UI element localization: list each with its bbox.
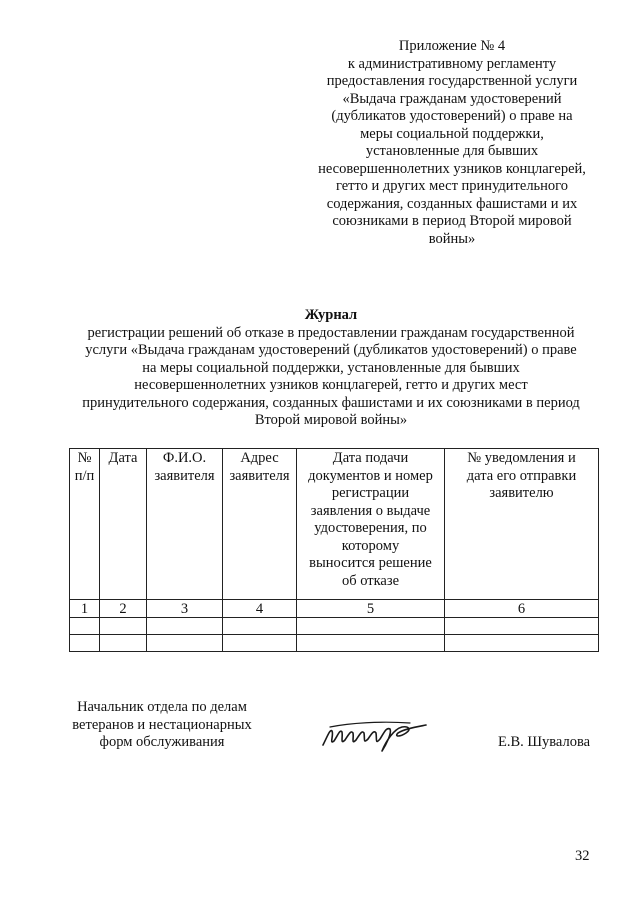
- annex-line: войны»: [428, 230, 476, 247]
- position-line: форм обслуживания: [99, 734, 225, 750]
- annex-line: союзниками в период Второй мировой: [332, 213, 572, 229]
- table-cell: [297, 618, 445, 635]
- signatory-name: Е.В. Шувалова: [498, 734, 591, 750]
- annex-line: гетто и других мест принудительного: [335, 178, 569, 194]
- table-cell: [70, 635, 100, 652]
- header-line: документов и номер: [308, 467, 433, 484]
- annex-line: Приложение № 4: [398, 38, 506, 54]
- header-line: № уведомления и: [467, 450, 576, 466]
- table-cell: [147, 635, 223, 652]
- annex-line: меры социальной поддержки,: [360, 125, 544, 142]
- journal-title: Журнал: [304, 307, 358, 323]
- header-col-applicant-address: [223, 449, 297, 600]
- column-number-cell: 3: [147, 600, 223, 618]
- table-header-row: [70, 449, 599, 600]
- header-line: заявителя: [154, 467, 215, 484]
- header-line: Дата: [108, 450, 138, 466]
- header-line: Дата подачи: [332, 450, 409, 466]
- table-cell: [445, 618, 599, 635]
- header-line: заявителю: [489, 485, 554, 501]
- position-line: Начальник отдела по делам: [77, 699, 247, 715]
- journal-subtitle-line: услуги «Выдача гражданам удостоверений (дубликатов удостоверений) о праве: [85, 342, 577, 358]
- table-cell: [100, 618, 147, 635]
- header-line: об отказе: [341, 572, 400, 589]
- annex-line: к административному регламенту: [347, 55, 557, 72]
- column-number-cell: 1: [70, 600, 100, 618]
- header-line: №: [77, 450, 92, 466]
- table-cell: [70, 618, 100, 635]
- column-number-cell: 4: [223, 600, 297, 618]
- header-line: удостоверения, по: [314, 520, 427, 536]
- annex-line: установленные для бывших: [365, 143, 539, 159]
- journal-subtitle-line: на меры социальной поддержки, установленные для бывших: [142, 359, 520, 376]
- page-number: 32: [575, 848, 590, 864]
- header-col-applicant-name: [147, 449, 223, 600]
- header-col-number: [70, 449, 100, 600]
- journal-subtitle-line: принудительного содержания, созданных фашистами и их союзниками в период: [82, 394, 580, 411]
- header-line: выносится решение: [309, 555, 432, 571]
- header-line: заявления о выдаче: [310, 502, 431, 519]
- journal-subtitle-line: несовершеннолетних узников концлагерей, гетто и других мест: [134, 377, 528, 393]
- column-number-cell: 2: [100, 600, 147, 618]
- journal-subtitle-line: Второй мировой войны»: [254, 412, 408, 428]
- header-line: заявителя: [229, 467, 290, 484]
- table-cell: [297, 635, 445, 652]
- registration-table: [69, 448, 599, 652]
- signatory-position: [66, 699, 258, 752]
- journal-heading: [64, 307, 598, 430]
- table-cell: [223, 635, 297, 652]
- column-number-cell: 5: [297, 600, 445, 618]
- header-col-submission-date: [297, 449, 445, 600]
- position-line: ветеранов и нестационарных: [72, 716, 252, 733]
- header-col-notification: [445, 449, 599, 600]
- table-cell: [100, 635, 147, 652]
- annex-line: «Выдача гражданам удостоверений: [342, 90, 562, 107]
- annex-line: предоставления государственной услуги: [326, 73, 578, 89]
- annex-line: содержания, созданных фашистами и их: [326, 195, 578, 212]
- journal-subtitle-line: регистрации решений об отказе в предоставлении гражданам государственной: [87, 324, 575, 341]
- table-cell: [223, 618, 297, 635]
- table-row: [70, 618, 599, 635]
- header-line: п/п: [74, 467, 95, 484]
- header-line: Ф.И.О.: [162, 450, 207, 466]
- header-line: дата его отправки: [466, 467, 577, 484]
- header-line: Адрес: [240, 450, 279, 466]
- table-row: [70, 635, 599, 652]
- annex-line: (дубликатов удостоверений) о праве на: [331, 108, 573, 124]
- column-number-row: [70, 600, 599, 618]
- table-cell: [147, 618, 223, 635]
- header-line: регистрации: [331, 485, 410, 501]
- handwritten-signature: [320, 715, 430, 755]
- header-col-date: [100, 449, 147, 600]
- header-line: которому: [341, 537, 400, 554]
- annex-line: несовершеннолетних узников концлагерей,: [318, 160, 586, 177]
- annex-header: [318, 38, 586, 248]
- table-cell: [445, 635, 599, 652]
- column-number-cell: 6: [445, 600, 599, 618]
